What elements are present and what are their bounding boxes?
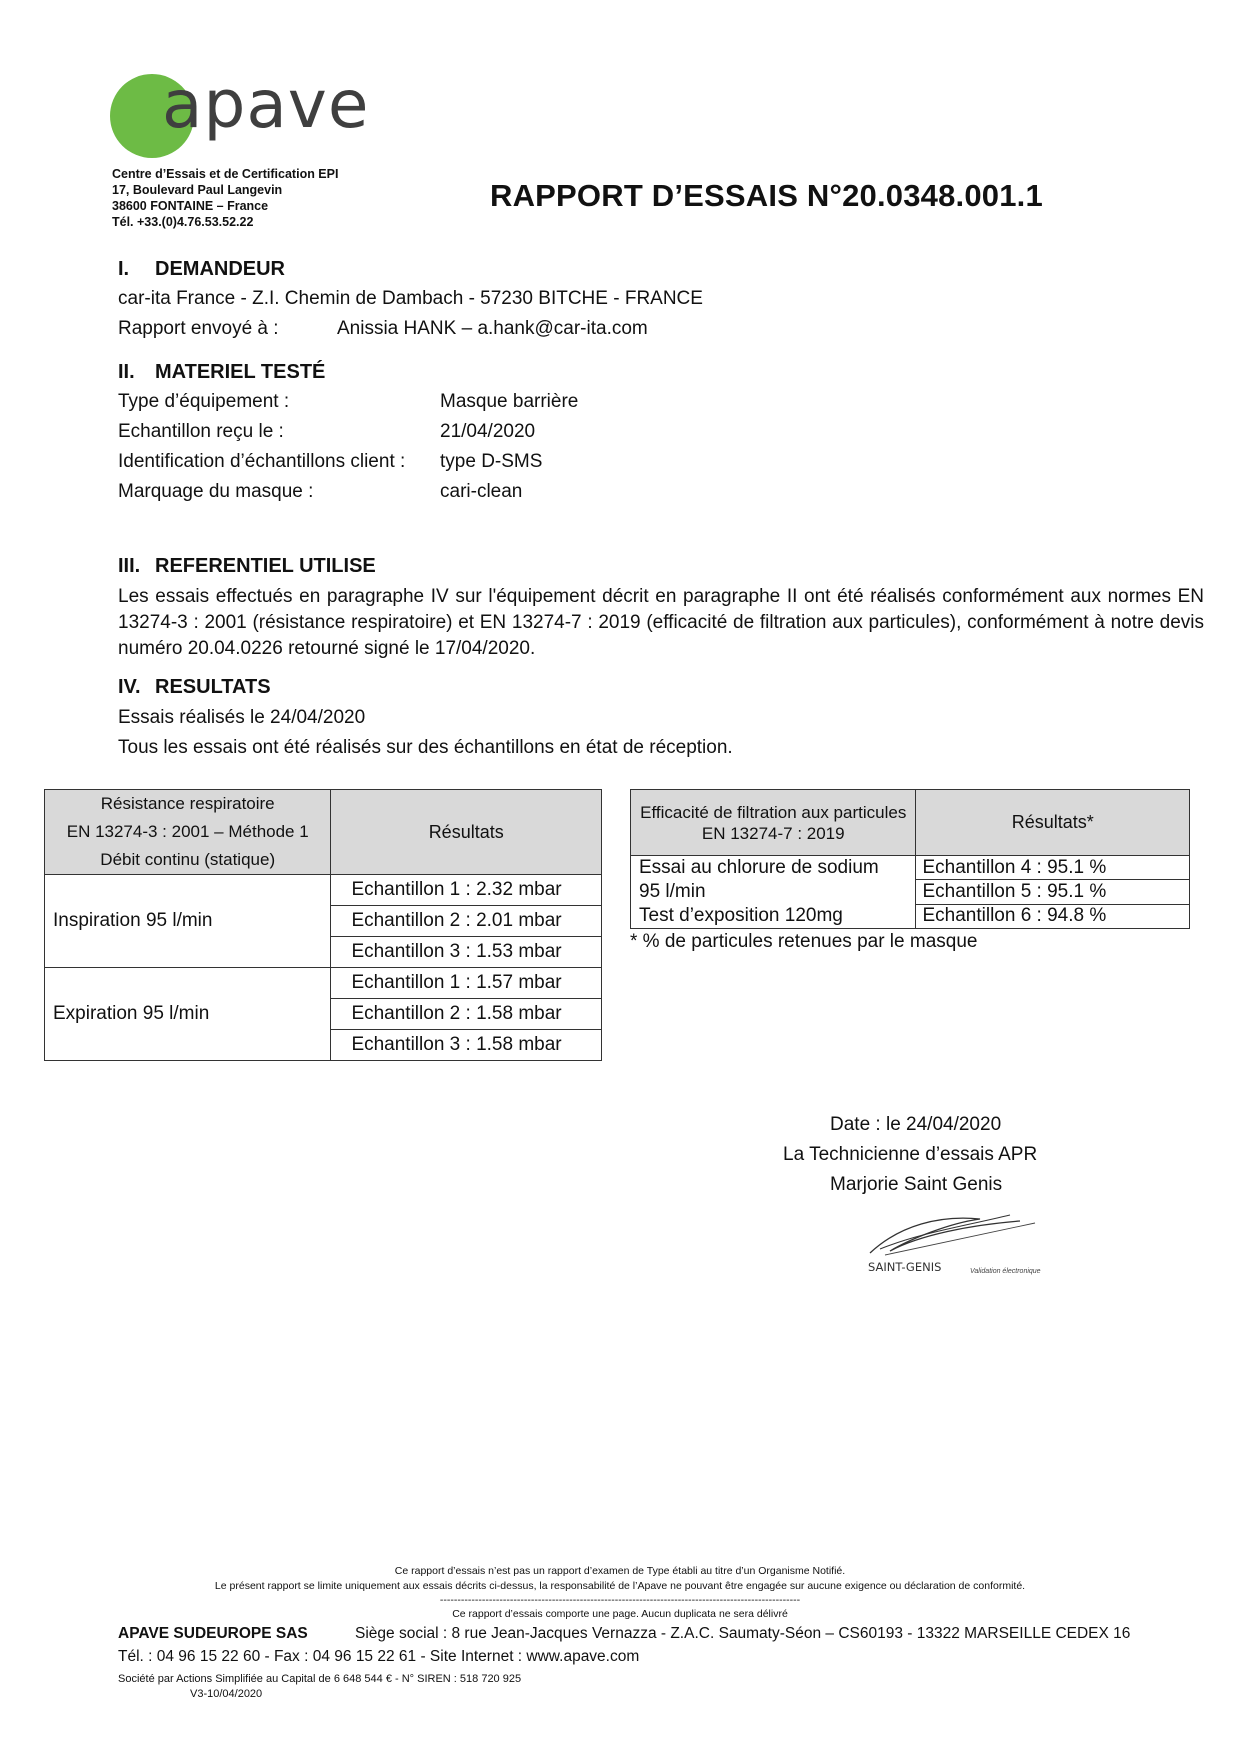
filtration-header xyxy=(631,790,916,856)
equipment-type-label: Type d’équipement : xyxy=(118,391,290,412)
signature-note: Validation électronique xyxy=(970,1268,1041,1275)
footer-pages-note: Ce rapport d’essais comporte une page. Aucun duplicata ne sera délivré xyxy=(452,1608,788,1620)
sign-name: Marjorie Saint Genis xyxy=(830,1174,1003,1195)
handwritten-signature xyxy=(860,1205,1040,1275)
mask-marking-value: cari-clean xyxy=(440,481,523,502)
resistance-header xyxy=(45,790,331,875)
inspiration-result-2: Echantillon 2 : 2.01 mbar xyxy=(331,906,602,937)
org-address xyxy=(112,166,338,230)
test-date-line: Essais réalisés le 24/04/2020 xyxy=(118,707,366,728)
sign-date: Date : le 24/04/2020 xyxy=(830,1114,1002,1135)
footer-disclaimer-1: Ce rapport d’essais n’est pas un rapport d’examen de Type établi au titre d’un Organisme Notifié. xyxy=(394,1565,846,1577)
inspiration-result-1: Echantillon 1 : 2.32 mbar xyxy=(331,875,602,906)
sent-to-value: Anissia HANK – a.hank@car-ita.com xyxy=(337,318,648,339)
logo-wordmark: apave xyxy=(162,66,370,143)
test-condition-line: Tous les essais ont été réalisés sur des échantillons en état de réception. xyxy=(118,737,733,758)
expiration-label: Expiration 95 l/min xyxy=(45,968,331,1061)
sign-role: La Technicienne d’essais APR xyxy=(783,1144,1038,1165)
footer-contact: Tél. : 04 96 15 22 60 - Fax : 04 96 15 22 61 - Site Internet : www.apave.com xyxy=(118,1648,640,1665)
footer-disclaimer-2: Le présent rapport se limite uniquement aux essais décrits ci-dessus, la responsabilité de l’Apave ne pouvant être engagée sur aucune exigence ou déclaration de conformité. xyxy=(214,1580,1026,1592)
filtration-test-line3: Test d’exposition 120mg xyxy=(639,905,843,926)
filtration-result-5: Echantillon 5 : 95.1 % xyxy=(916,880,1190,904)
section-3-number: III. xyxy=(118,555,141,577)
org-street: 17, Boulevard Paul Langevin xyxy=(112,183,283,197)
sent-to-label: Rapport envoyé à : xyxy=(118,318,279,339)
filtration-test-line1: Essai au chlorure de sodium xyxy=(639,857,879,878)
table-row xyxy=(45,790,602,875)
resistance-header-line3: Débit continu (statique) xyxy=(100,850,276,869)
mask-marking-label: Marquage du masque : xyxy=(118,481,314,502)
footer-address: Siège social : 8 rue Jean-Jacques Vernazza - Z.A.C. Saumaty-Séon – CS60193 - 13322 MARSEILLE CEDEX 16 xyxy=(355,1625,1131,1642)
expiration-result-1: Echantillon 1 : 1.57 mbar xyxy=(331,968,602,999)
report-title: RAPPORT D’ESSAIS N°20.0348.001.1 xyxy=(490,178,1043,213)
apave-logo xyxy=(110,66,370,164)
section-1-title: DEMANDEUR xyxy=(155,258,285,280)
section-2-title: MATERIEL TESTÉ xyxy=(155,361,326,383)
org-city: 38600 FONTAINE – France xyxy=(112,199,269,213)
org-name: Centre d’Essais et de Certification EPI xyxy=(112,167,339,181)
resistance-header-line2: EN 13274-3 : 2001 – Méthode 1 xyxy=(66,822,309,841)
filtration-results-header: Résultats* xyxy=(916,790,1190,856)
client-id-value: type D-SMS xyxy=(440,451,543,472)
sample-received-label: Echantillon reçu le : xyxy=(118,421,284,442)
equipment-type-value: Masque barrière xyxy=(440,391,579,412)
filtration-table xyxy=(630,789,1190,929)
footer-version: V3-10/04/2020 xyxy=(190,1688,263,1700)
filtration-test-label xyxy=(631,856,916,929)
filtration-result-4: Echantillon 4 : 95.1 % xyxy=(916,856,1190,880)
client-id-label: Identification d’échantillons client : xyxy=(118,451,406,472)
section-4-heading xyxy=(118,676,271,699)
section-4-title: RESULTATS xyxy=(155,676,271,698)
inspiration-result-3: Echantillon 3 : 1.53 mbar xyxy=(331,937,602,968)
sample-received-value: 21/04/2020 xyxy=(440,421,536,442)
filtration-footnote: * % de particules retenues par le masque xyxy=(630,931,978,952)
results-header: Résultats xyxy=(331,790,602,875)
section-2-heading xyxy=(118,361,325,384)
filtration-result-6: Echantillon 6 : 94.8 % xyxy=(916,904,1190,928)
inspiration-label: Inspiration 95 l/min xyxy=(45,875,331,968)
table-row xyxy=(45,968,602,999)
section-3-title: REFERENTIEL UTILISE xyxy=(155,555,376,577)
org-tel: Tél. +33.(0)4.76.53.52.22 xyxy=(112,215,254,229)
section-1-number: I. xyxy=(118,258,130,280)
filtration-header-line1: Efficacité de filtration aux particules xyxy=(640,802,907,822)
resistance-header-line1: Résistance respiratoire xyxy=(100,794,275,813)
section-4-number: IV. xyxy=(118,676,141,698)
filtration-test-line2: 95 l/min xyxy=(639,881,706,902)
filtration-header-line2: EN 13274-7 : 2019 xyxy=(701,823,845,843)
signature-name-text: SAINT-GENIS xyxy=(868,1260,942,1274)
expiration-result-3: Echantillon 3 : 1.58 mbar xyxy=(331,1030,602,1061)
footer-company: APAVE SUDEUROPE SAS xyxy=(118,1625,308,1642)
table-row xyxy=(631,790,1190,856)
expiration-result-2: Echantillon 2 : 1.58 mbar xyxy=(331,999,602,1030)
table-row xyxy=(631,856,1190,880)
footer-separator: ------------------------------------------------------------------------------------------------------- xyxy=(439,1594,801,1606)
table-row xyxy=(45,875,602,906)
section-1-heading xyxy=(118,258,285,281)
resistance-table xyxy=(44,789,602,1061)
requester-address: car-ita France - Z.I. Chemin de Dambach - 57230 BITCHE - FRANCE xyxy=(118,288,703,309)
footer-legal: Société par Actions Simplifiée au Capital de 6 648 544 € - N° SIREN : 518 720 925 xyxy=(118,1673,522,1685)
section-3-heading xyxy=(118,555,376,578)
reference-paragraph: Les essais effectués en paragraphe IV sur l'équipement décrit en paragraphe II ont été réalisés conformément aux normes EN 13274-3 : 2001 (résistance respiratoire) et EN 13274-7 : 2019 (efficacité de filtration aux particules), conformément à notre devis numéro 20.04.0226 retourné signé le 17/04/2020. xyxy=(118,586,1204,659)
section-2-number: II. xyxy=(118,361,135,383)
